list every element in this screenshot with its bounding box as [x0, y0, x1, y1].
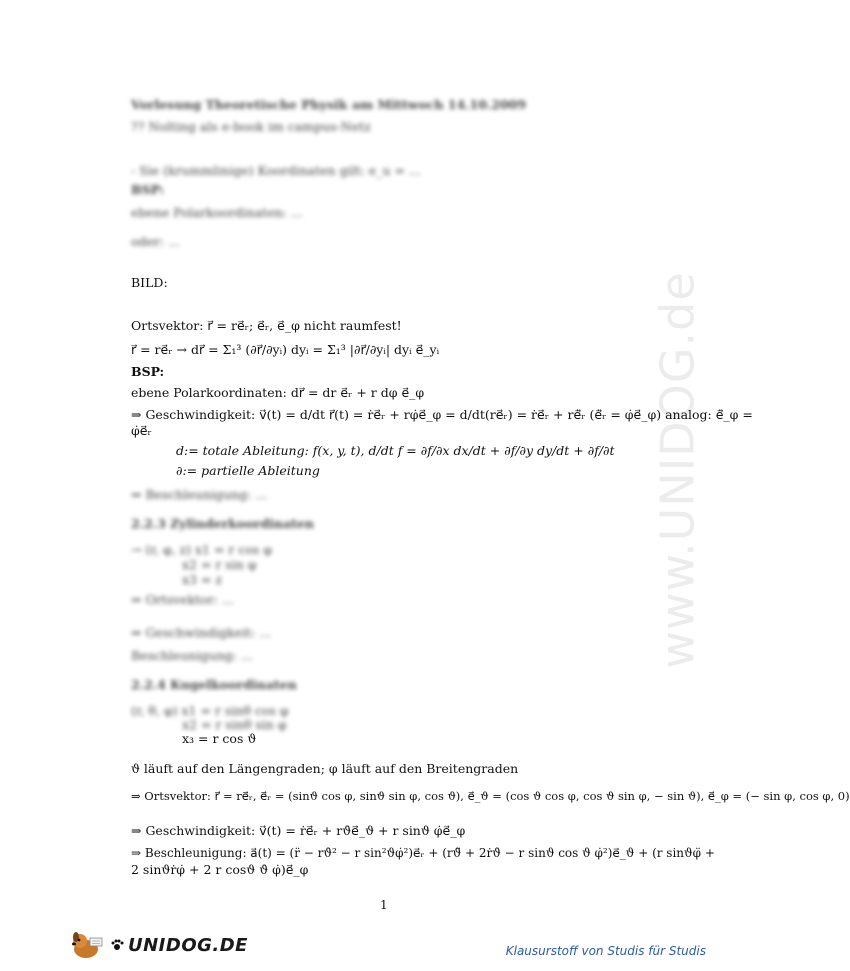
- kugel-ortsvektor: ⇒ Ortsvektor: r⃗ = re⃗ᵣ, e⃗ᵣ = (sinϑ cos φ, sinϑ sin φ, cos ϑ), e⃗_ϑ = (cos ϑ cos φ, cos ϑ sin φ, − sin ϑ), e⃗_φ = (− sin φ, cos φ, 0): [131, 789, 850, 803]
- ortsvektor-line: Ortsvektor: r⃗ = re⃗ᵣ; e⃗ᵣ, e⃗_φ nicht raumfest!: [131, 318, 402, 333]
- cyl-beschleunigung: Beschleunigung: ...: [131, 648, 253, 663]
- dog-icon: [68, 929, 106, 961]
- differential-line: r⃗ = re⃗ᵣ → dr⃗ = Σ₁³ (∂r⃗/∂yᵢ) dyᵢ = Σ₁³ |∂r⃗/∂yᵢ| dyᵢ e⃗_yᵢ: [131, 342, 440, 357]
- geschwindigkeit-line-2: φ̇e⃗ᵣ: [131, 423, 152, 438]
- section-kugel: 2.2.4 Kugelkoordinaten: [131, 677, 297, 692]
- bild-label: BILD:: [131, 275, 168, 290]
- polar-line: ebene Polarkoordinaten: dr⃗ = dr e⃗ᵣ + r dφ e⃗_φ: [131, 385, 425, 400]
- footer-slogan: Klausurstoff von Studis für Studis: [505, 944, 706, 958]
- kugel-geschwindigkeit: ⇒ Geschwindigkeit: v⃗(t) = ṙe⃗ᵣ + rϑ̇e⃗_ϑ + r sinϑ φ̇e⃗_φ: [131, 823, 466, 838]
- cyl-ortsvektor: ⇒ Ortsvektor: ...: [131, 592, 234, 607]
- kugel-beschleunigung-2: 2 sinϑṙφ̇ + 2 r cosϑ ϑ̇ φ̇)e⃗_φ: [131, 862, 309, 877]
- cyl-line-2: x2 = r sin φ: [182, 557, 257, 572]
- blurred-oder: oder: ...: [131, 234, 181, 249]
- doc-subtitle: ?? Nolting als e-book im campus-Netz: [131, 119, 371, 134]
- section-cylinder: 2.2.3 Zylinderkoordinaten: [131, 516, 314, 531]
- watermark: [648, 260, 708, 680]
- blurred-bsp: BSP:: [131, 182, 165, 197]
- bsp-label: BSP:: [131, 364, 165, 379]
- totale-ableitung: d:= totale Ableitung: f(x, y, t), d/dt f = ∂f/∂x dx/dt + ∂f/∂y dy/dt + ∂f/∂t: [176, 443, 615, 458]
- watermark-text: www.UNIDOG.de: [651, 271, 705, 669]
- kugel-beschleunigung: ⇒ Beschleunigung: a⃗(t) = (r̈ − rϑ̇² − r sin²ϑφ̇²)e⃗ᵣ + (rϑ̈ + 2ṙϑ̇ − r sinϑ cos ϑ φ̇²)e⃗_ϑ + (r sinϑφ̈ +: [131, 846, 715, 860]
- intro-line: - Sie (krummlinige) Koordinaten gilt: e_u = ...: [131, 163, 421, 178]
- kugel-x3: x₃ = r cos ϑ: [182, 731, 257, 746]
- page-number: 1: [380, 898, 388, 912]
- paw-icon: [110, 938, 124, 952]
- kugel-line-2: x2 = r sinθ sin φ: [182, 717, 287, 732]
- laeuft-line: ϑ läuft auf den Längengraden; φ läuft auf den Breitengraden: [131, 761, 519, 776]
- blurred-polar: ebene Polarkoordinaten: ...: [131, 205, 303, 220]
- blurred-beschl: ⇒ Beschleunigung: ...: [131, 487, 268, 502]
- partielle-ableitung: ∂:= partielle Ableitung: [176, 463, 320, 478]
- cyl-geschwindigkeit: ⇒ Geschwindigkeit: ...: [131, 625, 272, 640]
- logo-text: UNIDOG.DE: [128, 934, 248, 956]
- kugel-line-1: (r, θ, φ) x1 = r sinθ cos φ: [131, 703, 289, 718]
- geschwindigkeit-line: ⇒ Geschwindigkeit: v⃗(t) = d/dt r⃗(t) = ṙe⃗ᵣ + rφ̇e⃗_φ = d/dt(re⃗ᵣ) = ṙe⃗ᵣ + rė⃗ᵣ (ė⃗ᵣ = φ̇e⃗_φ) analog: ė⃗_φ =: [131, 407, 753, 422]
- unidog-logo[interactable]: [68, 928, 248, 962]
- doc-title: Vorlesung Theoretische Physik am Mittwoch 14.10.2009: [131, 97, 527, 112]
- cyl-line-3: x3 = z: [182, 572, 223, 587]
- cyl-line-1: → (r, φ, z) x1 = r cos φ: [131, 542, 273, 557]
